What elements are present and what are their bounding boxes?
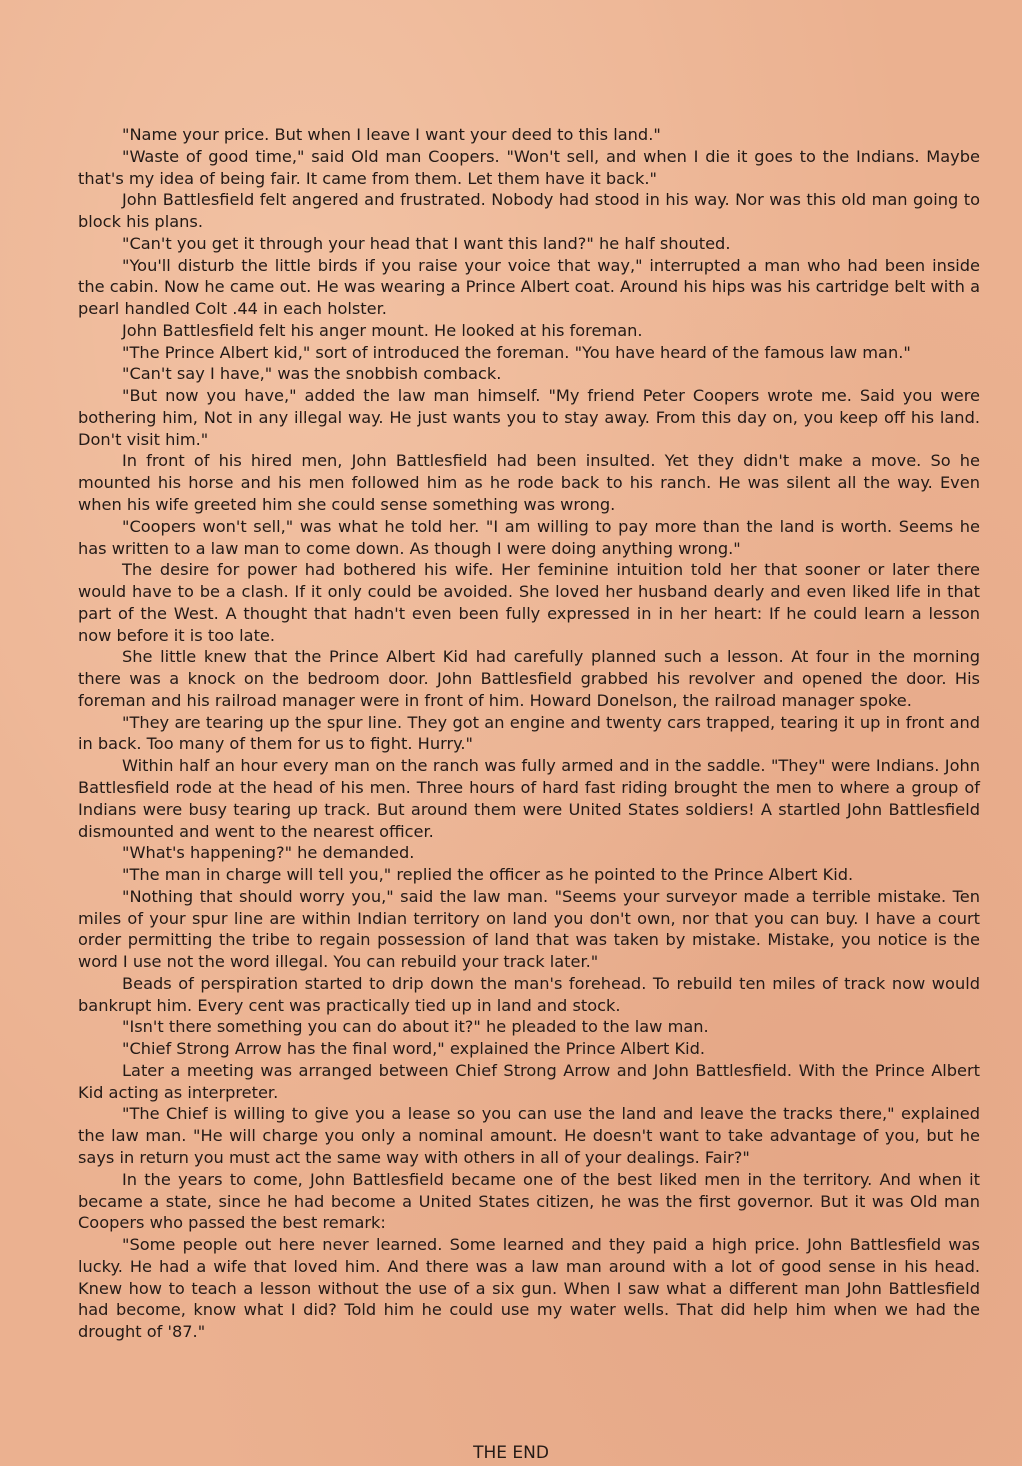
paragraph: In the years to come, John Battlesfield became one of the best liked men in the territory. And when it became a state, since he had become a United States citizen, he was the first governor. But it was Old man Coopers who passed the best remark: (78, 1169, 980, 1233)
paragraph: "Name your price. But when I leave I want your deed to this land." (122, 125, 661, 144)
paragraph: "Can't say I have," was the snobbish comback. (122, 364, 502, 384)
paragraph: "The Prince Albert kid," sort of introduced the foreman. "You have heard of the famous law man." (122, 342, 911, 362)
paragraph: Beads of perspiration started to drip down the man's forehead. To rebuild ten miles of track now would bankrupt him. Every cent was practically tied up in land and stock. (78, 973, 980, 1015)
paragraph: "The man in charge will tell you," replied the officer as he pointed to the Prince Albert Kid. (122, 865, 854, 885)
paragraph: Within half an hour every man on the ranch was fully armed and in the saddle. "They" were Indians. John Battlesfield rode at the head of his men. Three hours of hard fast riding brought the men to where a group of Indians were busy tearing up track. But around them were United States soldiers! A startled John Battlesfield dismounted and went to the nearest officer. (78, 756, 980, 841)
paragraph: "You'll disturb the little birds if you raise your voice that way," interrupted a man who had been inside the cabin. Now he came out. He was wearing a Prince Albert coat. Around his hips was his cartridge belt with a pearl handled Colt .44 in each holster. (78, 255, 980, 319)
paragraph: "The Chief is willing to give you a lease so you can use the land and leave the tracks there," explained the law man. "He will charge you only a nominal amount. He doesn't want to take advantage of you, but he says in return you must act the same way with others in all of your dealings. Fair?" (78, 1104, 980, 1167)
paragraph: "But now you have," added the law man himself. "My friend Peter Coopers wrote me. Said you were bothering him, Not in any illegal way. He just wants you to stay away. From this day on, you keep off his land. Don't visit him." (78, 386, 980, 449)
paragraph: She little knew that the Prince Albert Kid had carefully planned such a lesson. At four in the morning there was a knock on the bedroom door. John Battlesfield grabbed his revolver and opened the door. His foreman and his railroad manager were in front of him. Howard Donelson, the railroad manager spoke. (78, 647, 980, 710)
paragraph: "Chief Strong Arrow has the final word," explained the Prince Albert Kid. (122, 1039, 706, 1059)
paragraph: "Waste of good time," said Old man Coopers. "Won't sell, and when I die it goes to the Indians. Maybe that's my idea of being fair. It came from them. Let them have it back." (78, 146, 980, 188)
paragraph: The desire for power had bothered his wife. Her feminine intuition told her that sooner or later there would have to be a clash. If it only could be avoided. She loved her husband dearly and even liked life in that part of the West. A thought that hadn't even been fully expressed in in her heart: If he could learn a lesson now before it is too late. (78, 560, 980, 645)
the-end-label: THE END (473, 1443, 549, 1463)
paragraph: In front of his hired men, John Battlesfield had been insulted. Yet they didn't make a move. So he mounted his horse and his men followed him as he rode back to his ranch. He was silent all the way. Even when his wife greeted him she could sense something was wrong. (78, 451, 980, 515)
paragraph: "They are tearing up the spur line. They got an engine and twenty cars trapped, tearing it up in front and in back. Too many of them for us to fight. Hurry." (78, 712, 980, 754)
paragraph: John Battlesfield felt angered and frustrated. Nobody had stood in his way. Nor was this old man going to block his plans. (78, 190, 980, 232)
paragraph: John Battlesfield felt his anger mount. He looked at his foreman. (122, 320, 643, 340)
paragraph: "Isn't there something you can do about it?" he pleaded to the law man. (122, 1017, 709, 1037)
paragraph: Later a meeting was arranged between Chief Strong Arrow and John Battlesfield. With the Prince Albert Kid acting as interpreter. (78, 1060, 980, 1102)
paragraph: "Can't you get it through your head that I want this land?" he half shouted. (122, 233, 731, 253)
paragraph: "What's happening?" he demanded. (122, 843, 415, 863)
paragraph: "Some people out here never learned. Some learned and they paid a high price. John Battlesfield was lucky. He had a wife that loved him. And there was a law man around with a lot of good sense in his head. Knew how to teach a lesson without the use of a six gun. When I saw what a different man John Battlesfield had become, know what I did? Told him he could use my water wells. That did help him when we had the drought of '87." (78, 1235, 980, 1342)
paragraph: "Coopers won't sell," was what he told her. "I am willing to pay more than the land is worth. Seems he has written to a law man to come down. As though I were doing anything wrong." (78, 516, 980, 558)
paragraph: "Nothing that should worry you," said the law man. "Seems your surveyor made a terrible mistake. Ten miles of your spur line are within Indian territory on land you don't own, nor that you can buy. I have a court order permitting the tribe to regain possession of land that was taken by mistake. Mistake, you notice is the word I use not the word illegal. You can rebuild your track later." (78, 886, 980, 972)
story-text (78, 124, 980, 1343)
